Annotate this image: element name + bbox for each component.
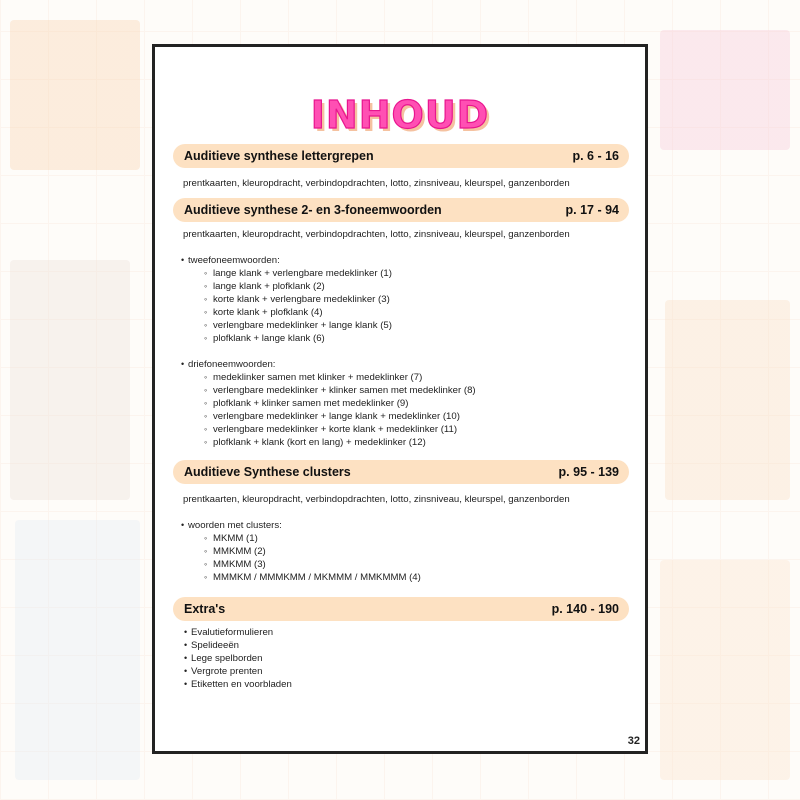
list-item: ◦ korte klank + plofklank (4) [213,307,323,318]
list-item: • Lege spelborden [191,653,262,664]
list-item: • Etiketten en voorbladen [191,679,292,690]
list-item: ◦ MMKMM (3) [213,559,266,570]
page-number: 32 [627,735,640,747]
list-item: ◦ MKMM (1) [213,533,258,544]
group-label: • woorden met clusters: [188,520,282,531]
section-header-clusters [173,460,629,484]
background-worksheet [660,560,790,780]
section-description: prentkaarten, kleuropdracht, verbindopdrachten, lotto, zinsniveau, kleurspel, ganzenborden [183,178,570,189]
section-header-foneemwoorden [173,198,629,222]
section-pages: p. 6 - 16 [572,149,619,163]
table-of-contents-page [152,44,648,754]
list-item: ◦ plofklank + klinker samen met medeklinker (9) [213,398,408,409]
group-label: • driefoneemwoorden: [188,359,275,370]
page-title: INHOUD [310,93,490,137]
list-item: ◦ verlengbare medeklinker + lange klank + medeklinker (10) [213,411,460,422]
list-item: ◦ medeklinker samen met klinker + medeklinker (7) [213,372,422,383]
section-heading: Extra's [184,602,226,616]
section-heading: Auditieve synthese lettergrepen [184,149,374,163]
section-pages: p. 140 - 190 [551,602,619,616]
section-description: prentkaarten, kleuropdracht, verbindopdrachten, lotto, zinsniveau, kleurspel, ganzenborden [183,229,570,240]
section-heading: Auditieve Synthese clusters [184,465,351,479]
background-worksheet [660,30,790,150]
section-heading: Auditieve synthese 2- en 3-foneemwoorden [184,203,442,217]
list-item: ◦ MMKMM (2) [213,546,266,557]
list-item: ◦ lange klank + plofklank (2) [213,281,325,292]
section-header-extras [173,597,629,621]
list-item: ◦ lange klank + verlengbare medeklinker (1) [213,268,392,279]
list-item: ◦ verlengbare medeklinker + korte klank + medeklinker (11) [213,424,457,435]
section-description: prentkaarten, kleuropdracht, verbindopdrachten, lotto, zinsniveau, kleurspel, ganzenborden [183,494,570,505]
section-header-lettergrepen [173,144,629,168]
list-item: • Evalutieformulieren [191,627,273,638]
section-pages: p. 17 - 94 [565,203,619,217]
list-item: • Vergrote prenten [191,666,262,677]
list-item: ◦ korte klank + verlengbare medeklinker (3) [213,294,390,305]
list-item: ◦ plofklank + klank (kort en lang) + medeklinker (12) [213,437,426,448]
list-item: ◦ verlengbare medeklinker + klinker samen met medeklinker (8) [213,385,476,396]
group-label: • tweefoneemwoorden: [188,255,280,266]
list-item: ◦ plofklank + lange klank (6) [213,333,325,344]
list-item: • Spelideeën [191,640,239,651]
background-worksheet [10,20,140,170]
background-worksheet [665,300,790,500]
background-worksheet [10,260,130,500]
section-pages: p. 95 - 139 [558,465,619,479]
background-worksheet [15,520,140,780]
list-item: ◦ MMMKM / MMMKMM / MKMMM / MMKMMM (4) [213,572,421,583]
list-item: ◦ verlengbare medeklinker + lange klank (5) [213,320,392,331]
